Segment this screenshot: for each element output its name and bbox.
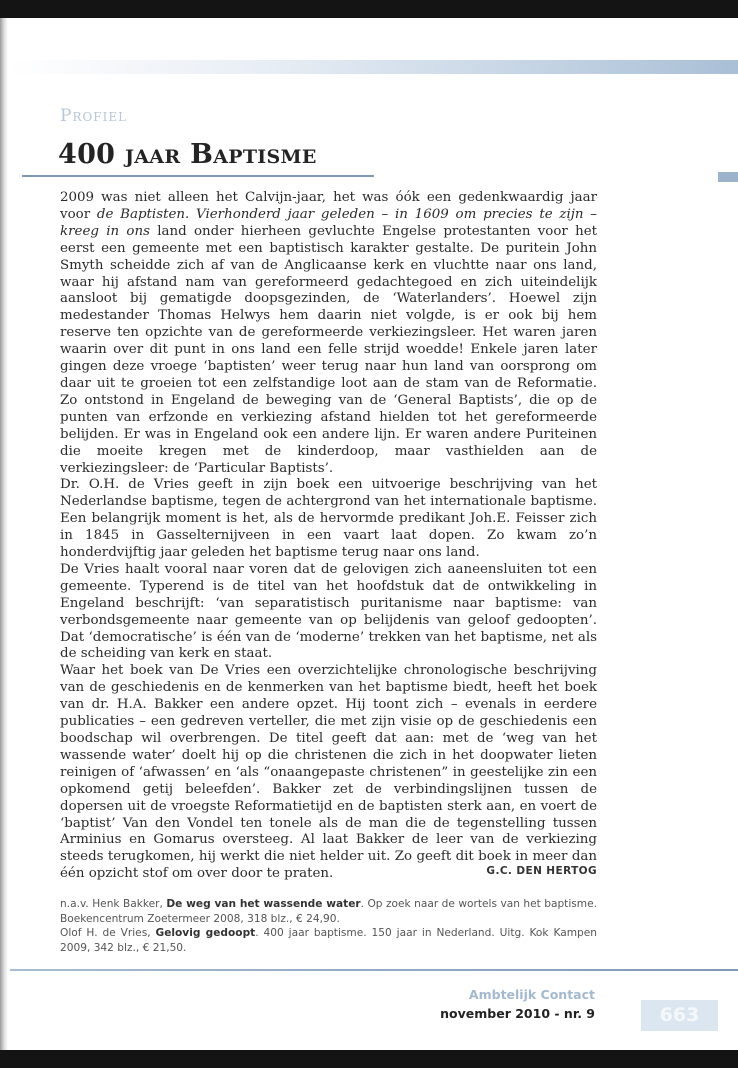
page-number: 663 [641,1000,718,1031]
article-title: 400 jaar Baptisme [58,139,317,170]
paragraph-1: 2009 was niet alleen het Calvijn-jaar, het was óók een gedenkwaardig jaar voor de Baptisten. Vierhonderd jaar geleden – in 1609 om precies te zijn – kreeg in ons land onder hierheen gevluchte Engelse protestanten voor het eerst een gemeente met een baptistisch karakter gestalte. De puritein John Smyth scheidde zich af van de Anglicaanse kerk en vluchtte naar ons land, waar hij afstand nam van gereformeerd gedachtegoed en zich uiteindelijk aansloot bij gematigde doopsgezinden, de ‘Waterlanders’. Hoewel zijn medestander Thomas Helwys hem daarin niet volgde, is er ook bij hem reserve ten opzichte van de gereformeerde verkiezingsleer. Het waren jaren waarin over dit punt in ons land een felle strijd woedde! Enkele jaren later gingen deze vroege ‘baptisten’ weer terug naar hun land van oorsprong om daar uit te groeien tot een zelfstandige loot aan de stam van de Reformatie. Zo ontstond in Engeland de beweging van de ‘General Baptists’, die op de punten van erfzonde en verkiezing afstand hielden tot het gereformeerde belijden. Er was in Engeland ook een andere lijn. Er waren andere Puriteinen die moeite kregen met de kinderdoop, maar vasthielden aan de verkiezingsleer: de ‘Particular Baptists’. [60,190,598,476]
scan-bottom-border [0,1050,738,1068]
paragraph-2: Dr. O.H. de Vries geeft in zijn boek een uitvoerige beschrijving van het Nederlandse baptisme, tegen de achtergrond van het internationale baptisme. Een belangrijk moment is het, als de hervormde predikant Joh.E. Feisser zich in 1845 in Gasselternijveen in een vaart laat dopen. Zo kwam zo’n honderdvijftig jaar geleden het baptisme terug naar ons land. [60,477,597,561]
paragraph-4: Waar het boek van De Vries een overzichtelijke chronologische beschrijving van de geschiedenis en de kenmerken van het baptisme biedt, heeft het boek van dr. H.A. Bakker een andere opzet. Hij toont zich – evenals in eerdere publicaties – een gedreven verteller, die met zijn visie op de geschiedenis een boodschap wil overbrengen. De titel geeft dat aan: met de ‘weg van het wassende water’ doelt hij op die christenen die zich in het doopwater lieten reinigen of ‘afwassen’ en ‘als “onaangepaste christenen” in geestelijke zin een opkomend getij beleefden’. Bakker zet de verbindingslijnen tussen de dopersen uit de vroegste Reformatietijd en de baptisten sterk aan, en voert de ‘baptist’ Van den Vondel ten tonele als de man die de tegenstelling tussen Arminius en Gomarus oversteeg. Al laat Bakker de leer van de verkiezing steeds terugkomen, hij werkt die niet helder uit. Zo geeft dit boek in meer dan één opzicht stof om over door te praten. [60,663,597,882]
magazine-name: Ambtelijk Contact [468,987,595,1002]
section-marker [718,172,738,182]
title-underline [22,175,374,177]
reference-de-vries: Olof H. de Vries, Gelovig gedoopt. 400 jaar baptisme. 150 jaar in Nederland. Uitg. Kok Kampen 2009, 342 blz., € 21,50. [60,927,597,954]
reference-bakker: n.a.v. Henk Bakker, De weg van het wassende water. Op zoek naar de wortels van het baptisme. Boekencentrum Zoetermeer 2008, 318 blz., € 24,90. [60,898,597,925]
page-binding-edge [0,18,8,1050]
issue-label: november 2010 - nr. 9 [440,1006,595,1021]
paragraph-3: De Vries haalt vooral naar voren dat de gelovigen zich aaneensluiten tot een gemeente. Typerend is de titel van het hoofdstuk dat de ontwikkeling in Engeland beschrijft: ‘van separatistisch puritanisme naar baptisme: van verbondsgemeente naar gemeente van op belijdenis van geloof gedoopten’. Dat ‘democratische’ is één van de ‘moderne’ trekken van het baptisme, net als de scheiding van kerk en staat. [60,561,597,662]
section-kicker: Profiel [60,106,128,126]
author-signature: G.C. DEN HERTOG [486,865,597,877]
article-body [60,190,597,883]
book-references [60,897,597,955]
header-color-stripe [8,60,738,74]
footer-rule [10,969,738,971]
scan-top-border [0,0,738,18]
